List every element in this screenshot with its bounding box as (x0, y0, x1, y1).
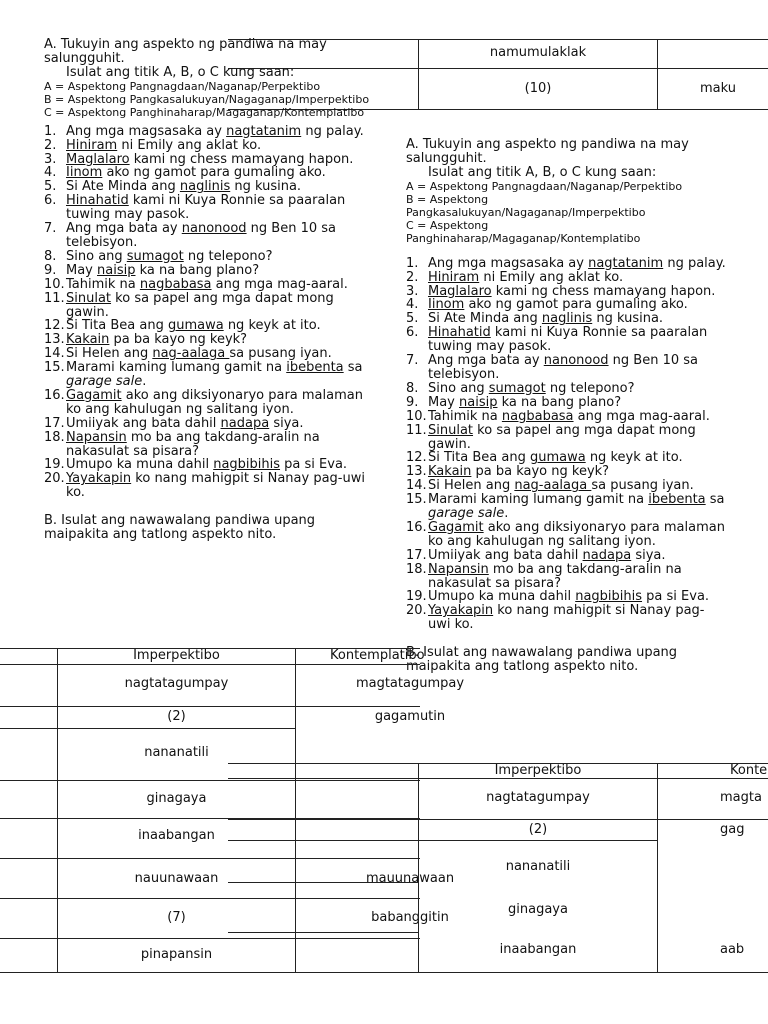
item-number: 2. (44, 137, 57, 153)
item-number: 6. (406, 325, 419, 341)
item-number: 14. (44, 346, 65, 362)
table-cell: nauunawaan (134, 871, 219, 886)
table-rule (657, 763, 658, 972)
list-item: 9. May naisip ka na bang plano? (406, 394, 622, 410)
underlined-verb: nanonood (181, 221, 247, 237)
list-item: 7. Ang mga bata ay nanonood ng Ben 10 sa telebisyon. (44, 221, 337, 250)
section-a-title: A. Tukuyin ang aspekto ng pandiwa na may salungguhit. (406, 137, 689, 166)
table-cell: gagamutin (374, 709, 446, 724)
table-rule (295, 648, 296, 972)
list-item: 15. Marami kaming lumang gamit na ibebenta sa garage sale. (406, 492, 725, 522)
table-cell: inaabangan (499, 942, 577, 957)
item-number: 19. (406, 589, 427, 605)
table-rule (0, 664, 420, 665)
underlined-verb: Hiniram (428, 269, 480, 285)
table-rule (0, 780, 420, 781)
list-item: 2. Hiniram ni Emily ang aklat ko. (406, 269, 624, 285)
item-number: 9. (44, 262, 57, 278)
underlined-verb: nagbibihis (213, 457, 281, 473)
underlined-verb: Kakain (66, 332, 110, 348)
list-item: 13. Kakain pa ba kayo ng keyk? (44, 332, 248, 348)
underlined-verb: naisip (97, 262, 136, 278)
list-item: 6. Hinahatid kami ni Kuya Ronnie sa paaralan tuwing may pasok. (406, 325, 708, 355)
table-cell: ginagaya (146, 791, 207, 806)
underlined-verb: Yayakapin (66, 471, 132, 487)
list-item: 5. Si Ate Minda ang naglinis ng kusina. (406, 311, 664, 327)
underlined-verb: nagbabasa (139, 276, 212, 292)
underlined-verb: nadapa (220, 415, 270, 431)
key-b: B = Aspektong Pangkasalukuyan/Nagaganap/Imperpektibo (44, 92, 370, 106)
list-item: 8. Sino ang sumagot ng telepono? (44, 248, 273, 264)
underlined-verb: Napansin (428, 561, 489, 577)
underlined-verb: nanonood (543, 353, 609, 369)
underlined-verb: nag-aalaga (514, 478, 592, 494)
table-cell: (7) (167, 910, 186, 925)
key-b: B = Aspektong Pangkasalukuyan/Nagaganap/Imperpektibo (406, 192, 646, 219)
underlined-verb: naglinis (541, 311, 593, 327)
item-number: 17. (44, 415, 65, 431)
item-number: 19. (44, 457, 65, 473)
list-item: 13. Kakain pa ba kayo ng keyk? (406, 464, 610, 480)
list-item: 8. Sino ang sumagot ng telepono? (406, 380, 635, 396)
item-number: 10. (406, 408, 427, 424)
list-item: 20. Yayakapin ko nang mahigpit si Nanay pag-uwi ko. (44, 471, 365, 501)
list-item: 16. Gagamit ako ang diksiyonaryo para malaman ko ang kahulugan ng salitang iyon. (44, 387, 363, 417)
item-number: 6. (44, 193, 57, 209)
underlined-verb: Sinulat (428, 422, 474, 438)
worksheet-left (44, 38, 374, 542)
underlined-verb: Kakain (428, 464, 472, 480)
item-number: 13. (406, 464, 427, 480)
list-item: 11. Sinulat ko sa papel ang mga dapat mong gawin. (44, 290, 334, 320)
underlined-verb: Iinom (66, 165, 103, 181)
list-item: 3. Maglalaro kami ng chess mamayang hapon. (44, 151, 354, 167)
item-number: 4. (44, 165, 57, 181)
underlined-verb: nadapa (582, 547, 632, 563)
underlined-verb: ibebenta (648, 492, 706, 508)
column-header: Imperpektibo (133, 648, 220, 663)
table-cell: nananatili (144, 745, 209, 760)
underlined-verb: Sinulat (66, 290, 112, 306)
item-number: 20. (406, 603, 427, 619)
instruction: Isulat ang titik A, B, o C kung saan: (66, 64, 295, 80)
underlined-verb: nagtatanim (588, 255, 664, 271)
table-rule (228, 882, 418, 883)
column-header: Imperpektibo (494, 763, 582, 778)
item-number: 11. (406, 422, 427, 438)
list-item: 9. May naisip ka na bang plano? (44, 262, 260, 278)
item-number: 3. (44, 151, 57, 167)
item-number: 1. (44, 123, 57, 139)
list-item: 14. Si Helen ang nag-aalaga sa pusang iyan. (44, 346, 332, 362)
table-rule (228, 840, 657, 841)
item-number: 12. (44, 318, 65, 334)
item-number: 17. (406, 547, 427, 563)
question-list (406, 257, 726, 632)
section-a-title: A. Tukuyin ang aspekto ng pandiwa na may salungguhit. (44, 37, 327, 66)
item-number: 15. (406, 492, 427, 508)
item-number: 9. (406, 394, 419, 410)
table-cell: mauunawaan (365, 871, 455, 886)
underlined-verb: nag-aalaga (152, 346, 230, 362)
list-item: 10. Tahimik na nagbabasa ang mga mag-aaral. (44, 276, 348, 292)
list-item: 7. Ang mga bata ay nanonood ng Ben 10 sa telebisyon. (406, 353, 699, 382)
list-item: 14. Si Helen ang nag-aalaga sa pusang iyan. (406, 478, 694, 494)
table-rule (657, 39, 658, 109)
table-cell: nagtatagumpay (486, 790, 590, 805)
underlined-verb: Gagamit (66, 387, 122, 403)
list-item: 17. Umiiyak ang bata dahil nadapa siya. (44, 415, 304, 431)
table-cell: gag (720, 822, 745, 837)
item-number: 5. (44, 179, 57, 195)
table-cell: pinapansin (140, 947, 213, 962)
underlined-verb: ibebenta (286, 360, 344, 376)
list-item: 1. Ang mga magsasaka ay nagtatanim ng palay. (44, 123, 364, 139)
worksheet-right (406, 138, 726, 674)
key-a: A = Aspektong Pangnagdaan/Naganap/Perpektibo (44, 79, 321, 93)
table-cell: nagtatagumpay (124, 676, 229, 691)
underlined-verb: Hiniram (66, 137, 118, 153)
underlined-verb: sumagot (126, 248, 184, 264)
list-item: 19. Umupo ka muna dahil nagbibihis pa si Eva. (406, 589, 710, 605)
table-cell: magtatagumpay (355, 676, 465, 691)
item-number: 3. (406, 283, 419, 299)
item-number: 5. (406, 311, 419, 327)
underlined-verb: naisip (459, 394, 498, 410)
item-number: 16. (44, 387, 65, 403)
list-item: 2. Hiniram ni Emily ang aklat ko. (44, 137, 262, 153)
item-number: 2. (406, 269, 419, 285)
table-rule (0, 728, 295, 729)
item-number: 12. (406, 450, 427, 466)
item-number: 14. (406, 478, 427, 494)
table-rule (0, 938, 420, 939)
item-number: 8. (44, 248, 57, 264)
section-b-title: B. Isulat ang nawawalang pandiwa upang maipakita ang tatlong aspekto nito. (44, 513, 316, 543)
key-c: C = Aspektong Panghinaharap/Magaganap/Kontemplatibo (406, 218, 641, 245)
list-item: 5. Si Ate Minda ang naglinis ng kusina. (44, 179, 302, 195)
item-number: 1. (406, 255, 419, 271)
item-number: 13. (44, 332, 65, 348)
item-number: 16. (406, 519, 427, 535)
underlined-verb: Hinahatid (66, 193, 129, 209)
table-cell: aab (720, 942, 745, 957)
underlined-verb: nagbibihis (575, 589, 643, 605)
underlined-verb: Maglalaro (428, 283, 492, 299)
section-b-title: B. Isulat ang nawawalang pandiwa upang maipakita ang tatlong aspekto nito. (406, 645, 678, 675)
list-item: 6. Hinahatid kami ni Kuya Ronnie sa paaralan tuwing may pasok. (44, 193, 346, 223)
item-number: 4. (406, 297, 419, 313)
underlined-verb: Hinahatid (428, 325, 491, 341)
table-cell: (10) (524, 81, 552, 96)
table-rule (0, 858, 420, 859)
table-cell: (2) (167, 709, 186, 724)
table-cell: ginagaya (508, 902, 568, 917)
table-rule (228, 819, 768, 820)
list-item: 18. Napansin mo ba ang takdang-aralin na nakasulat sa pisara? (406, 561, 682, 591)
item-number: 7. (44, 221, 57, 237)
table-cell: maku (700, 81, 736, 96)
item-number: 15. (44, 360, 65, 376)
table-rule (228, 778, 768, 779)
list-item: 15. Marami kaming lumang gamit na ibebenta sa garage sale. (44, 360, 363, 390)
list-item: 4. Iinom ako ng gamot para gumaling ako. (406, 297, 688, 313)
item-number: 8. (406, 380, 419, 396)
underlined-verb: Gagamit (428, 519, 484, 535)
underlined-verb: naglinis (179, 179, 231, 195)
list-item: 3. Maglalaro kami ng chess mamayang hapon. (406, 283, 716, 299)
table-rule (0, 706, 420, 707)
instruction: Isulat ang titik A, B, o C kung saan: (428, 164, 657, 180)
table-rule (228, 932, 418, 933)
underlined-verb: Maglalaro (66, 151, 130, 167)
list-item: 19. Umupo ka muna dahil nagbibihis pa si Eva. (44, 457, 348, 473)
item-number: 18. (406, 561, 427, 577)
underlined-verb: Napansin (66, 429, 127, 445)
table-cell: nananatili (505, 859, 571, 874)
item-number: 7. (406, 353, 419, 369)
underlined-verb: sumagot (488, 380, 546, 396)
underlined-verb: nagbabasa (501, 408, 574, 424)
item-number: 10. (44, 276, 65, 292)
underlined-verb: Iinom (428, 297, 465, 313)
item-number: 20. (44, 471, 65, 487)
list-item: 12. Si Tita Bea ang gumawa ng keyk at ito. (406, 450, 683, 466)
table-rule (228, 972, 768, 973)
item-number: 11. (44, 290, 65, 306)
list-item: 12. Si Tita Bea ang gumawa ng keyk at ito. (44, 318, 321, 334)
underlined-verb: gumawa (167, 318, 224, 334)
underlined-verb: nagtatanim (226, 123, 302, 139)
key-a: A = Aspektong Pangnagdaan/Naganap/Perpektibo (406, 179, 683, 193)
table-cell: magta (720, 790, 762, 805)
table-cell: (2) (528, 822, 548, 837)
column-header: Konte (730, 763, 768, 778)
list-item: 4. Iinom ako ng gamot para gumaling ako. (44, 165, 326, 181)
list-item: 20. Yayakapin ko nang mahigpit si Nanay pag-uwi ko. (406, 603, 705, 633)
table-cell: babanggitin (371, 910, 449, 925)
column-header: Kontemplatibo (330, 648, 425, 663)
underlined-verb: Yayakapin (428, 603, 494, 619)
table-cell: namumulaklak (489, 45, 587, 60)
question-list (44, 125, 374, 500)
key-c: C = Aspektong Panghinaharap/Magaganap/Kontemplatibo (44, 105, 365, 119)
table-rule (0, 898, 420, 899)
list-item: 18. Napansin mo ba ang takdang-aralin na nakasulat sa pisara? (44, 429, 320, 459)
list-item: 10. Tahimik na nagbabasa ang mga mag-aaral. (406, 408, 710, 424)
underlined-verb: gumawa (529, 450, 586, 466)
list-item: 11. Sinulat ko sa papel ang mga dapat mong gawin. (406, 422, 696, 452)
list-item: 16. Gagamit ako ang diksiyonaryo para malaman ko ang kahulugan ng salitang iyon. (406, 519, 725, 549)
list-item: 17. Umiiyak ang bata dahil nadapa siya. (406, 547, 666, 563)
item-number: 18. (44, 429, 65, 445)
list-item: 1. Ang mga magsasaka ay nagtatanim ng palay. (406, 255, 726, 271)
table-cell: inaabangan (138, 828, 215, 843)
